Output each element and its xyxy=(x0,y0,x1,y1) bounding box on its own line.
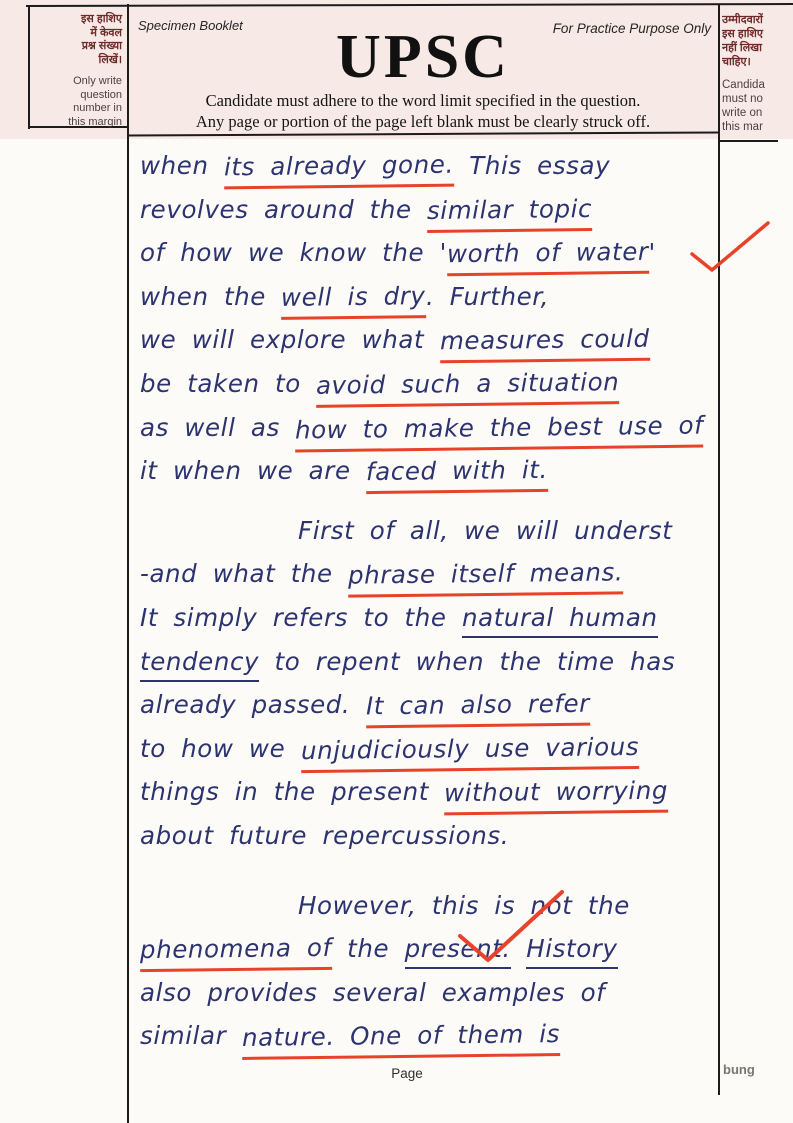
red-underlined-phrase: well is dry xyxy=(281,281,426,320)
right-margin-english-line: Candida xyxy=(722,79,765,91)
red-underlined-phrase: its already gone. xyxy=(224,150,454,190)
right-column-divider xyxy=(718,140,778,142)
left-margin-english-line: question xyxy=(80,88,122,101)
handwritten-line xyxy=(140,188,718,232)
handwritten-line xyxy=(140,814,718,858)
left-margin-instructions xyxy=(30,13,122,129)
blue-underlined-phrase: natural human xyxy=(462,602,658,638)
left-margin-hindi-line: लिखें। xyxy=(98,53,122,66)
handwritten-text: also provides several examples of xyxy=(140,977,606,1007)
handwritten-text: of how we know the ' xyxy=(140,238,447,268)
handwritten-line xyxy=(140,596,718,640)
essay-paragraph xyxy=(140,884,718,1058)
handwritten-line xyxy=(140,275,718,319)
handwritten-line xyxy=(140,927,718,971)
red-underlined-phrase: unjudiciously use various xyxy=(300,732,639,773)
handwritten-text: already passed. xyxy=(140,690,366,720)
handwritten-text: It simply refers to the xyxy=(140,602,462,632)
left-margin-english-line: this margin xyxy=(68,115,122,128)
handwritten-text: things in the present xyxy=(140,777,445,807)
instruction-line-1: Candidate must adhere to the word limit specified in the question. xyxy=(205,91,641,110)
handwritten-line xyxy=(140,406,718,450)
right-margin-hindi-line: चाहिए। xyxy=(722,56,751,68)
handwritten-text: similar xyxy=(140,1021,242,1051)
red-underlined-phrase: similar topic xyxy=(427,194,593,233)
handwritten-line xyxy=(140,683,718,727)
left-margin-rule xyxy=(127,4,129,1123)
handwritten-text: the xyxy=(331,934,405,964)
handwritten-line xyxy=(140,509,718,553)
handwritten-text: as well as xyxy=(140,412,296,442)
practice-purpose-label: For Practice Purpose Only xyxy=(552,21,711,36)
handwritten-text: to repent when the time has xyxy=(259,646,676,676)
handwritten-text: . Further, xyxy=(425,281,550,311)
right-margin-english-line: this mar xyxy=(722,121,763,133)
handwritten-line xyxy=(140,449,718,493)
handwritten-text: to how we xyxy=(140,733,301,763)
red-underlined-phrase: avoid such a situation xyxy=(316,367,620,408)
blue-underlined-phrase: History xyxy=(526,933,617,969)
red-underlined-phrase: measures could xyxy=(439,324,649,364)
handwritten-line xyxy=(140,144,718,188)
handwritten-text: First of all, we will underst xyxy=(298,515,673,545)
red-underlined-phrase: phrase itself means. xyxy=(348,558,624,598)
red-underlined-phrase: nature. One of them is xyxy=(242,1019,561,1060)
handwritten-text: when xyxy=(140,151,224,180)
handwritten-line xyxy=(140,552,718,596)
stray-bleedthrough-text: bung xyxy=(723,1062,755,1077)
handwritten-text: we will explore what xyxy=(140,325,440,355)
left-margin-english-line: Only write xyxy=(73,75,122,87)
handwritten-text: This essay xyxy=(453,151,611,180)
handwritten-line xyxy=(140,640,718,684)
left-margin-english-line: number in xyxy=(73,102,122,114)
left-margin-hindi-line: इस हाशिए xyxy=(81,13,122,25)
instruction-line-2: Any page or portion of the page left blank must be clearly struck off. xyxy=(195,112,651,131)
handwritten-line xyxy=(140,1014,718,1058)
red-underlined-phrase: worth of water xyxy=(447,237,649,276)
blue-underlined-phrase: tendency xyxy=(140,646,259,682)
red-underlined-phrase: It can also refer xyxy=(366,689,590,729)
handwritten-text: about future repercussions. xyxy=(140,820,510,850)
handwritten-text: revolves around the xyxy=(140,194,428,224)
handwritten-text: ' xyxy=(648,238,656,268)
right-margin-hindi-line: उम्मीदवारों xyxy=(722,14,763,26)
handwritten-text: it when we are xyxy=(140,456,367,486)
handwritten-line xyxy=(140,362,718,406)
essay-paragraph xyxy=(140,144,718,493)
red-underlined-phrase: without worrying xyxy=(444,776,668,816)
handwritten-text: -and what the xyxy=(140,559,349,589)
specimen-booklet-label: Specimen Booklet xyxy=(138,18,243,33)
handwritten-line xyxy=(140,884,718,928)
right-margin-rule xyxy=(718,4,720,1095)
right-margin-english-line: must no xyxy=(722,93,763,105)
right-margin-english-line: write on xyxy=(722,107,763,119)
handwritten-essay xyxy=(140,144,718,1058)
red-underlined-phrase: phenomena of xyxy=(140,933,332,972)
left-margin-hindi-line: प्रश्न संख्या xyxy=(81,40,122,52)
handwritten-line xyxy=(140,231,718,275)
blue-underlined-phrase: present. xyxy=(405,933,511,969)
handwritten-line xyxy=(140,971,718,1015)
right-margin-hindi-line: नहीं लिखा xyxy=(722,42,763,54)
essay-paragraph xyxy=(140,509,718,858)
handwritten-line xyxy=(140,770,718,814)
page-title: UPSC xyxy=(336,23,510,91)
page-footer-label: Page xyxy=(391,1066,423,1081)
handwritten-text: However, this is not the xyxy=(298,890,630,920)
right-margin-instructions xyxy=(722,13,792,134)
handwritten-line xyxy=(140,727,718,771)
handwritten-line xyxy=(140,318,718,362)
red-checkmark-icon xyxy=(686,220,774,276)
handwritten-text: when the xyxy=(140,281,282,311)
red-underlined-phrase: how to make the best use of xyxy=(295,410,704,452)
handwritten-text: be taken to xyxy=(140,368,317,398)
right-margin-hindi-line: इस हाशिए xyxy=(722,28,763,40)
red-underlined-phrase: faced with it. xyxy=(366,455,548,494)
left-margin-hindi-line: में केवल xyxy=(90,26,122,39)
red-checkmark-icon xyxy=(452,886,570,968)
